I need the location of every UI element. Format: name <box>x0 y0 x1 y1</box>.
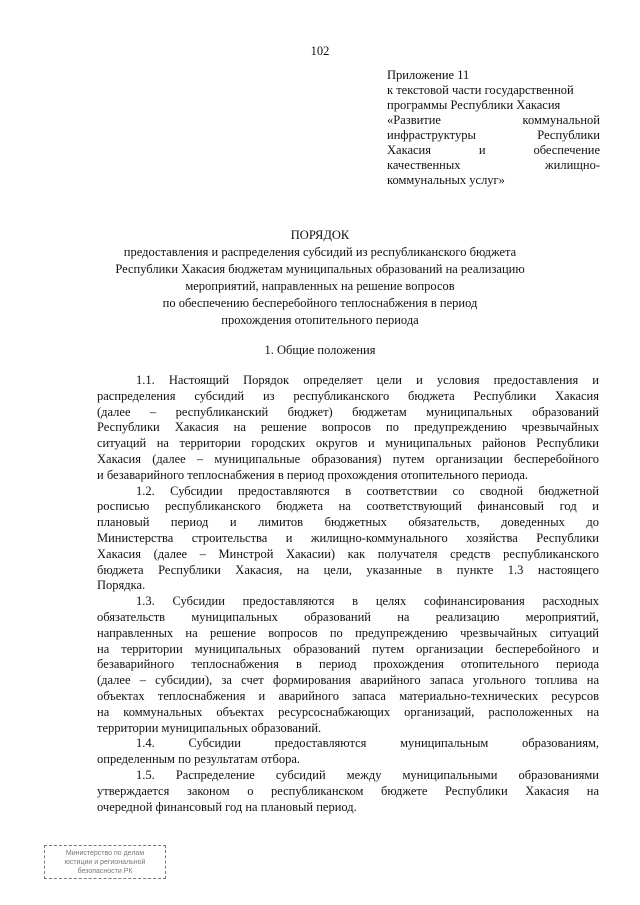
paragraph-line: и безаварийного теплоснабжения в период прохождения отопительного периода. <box>97 467 529 482</box>
paragraph-line: территории муниципальных образований. <box>97 720 322 735</box>
section-heading: 1. Общие положения <box>264 343 376 357</box>
appendix-line: Хакасия и обеспечение <box>387 143 600 157</box>
appendix-line: Приложение 11 <box>387 68 470 82</box>
paragraph-line: 1.3. Субсидии предоставляются в целях софинансирования расходных <box>136 594 599 609</box>
appendix-line: коммунальных услуг» <box>387 173 505 187</box>
paragraph-line: (далее – субсидии), за счет формирования аварийного запаса угольного топлива на <box>97 673 599 688</box>
paragraph-line: 1.2. Субсидии предоставляются в соответствии со сводной бюджетной <box>136 483 599 498</box>
paragraph-1-1 <box>97 373 599 484</box>
title-line: предоставления и распределения субсидий из республиканского бюджета <box>123 245 517 259</box>
paragraph-line: безаварийного теплоснабжения в период прохождения отопительного периода <box>97 657 599 672</box>
appendix-line: «Развитие коммунальной <box>387 113 600 127</box>
paragraph-1-2 <box>97 484 599 595</box>
paragraph-line: распределения субсидий из республиканского бюджета Республики Хакасия <box>97 388 599 403</box>
appendix-line: инфраструктуры Республики <box>387 128 600 142</box>
appendix-line: к текстовой части государственной <box>387 83 574 97</box>
paragraph-1-3 <box>97 594 599 736</box>
title-line: Республики Хакасия бюджетам муниципальных образований на реализацию <box>115 262 525 276</box>
paragraph-line: плановый период и лимитов бюджетных обязательств, доведенных до <box>97 515 599 530</box>
paragraph-line: очередной финансовый год на плановый период. <box>97 799 357 814</box>
page-number: 102 <box>310 44 330 58</box>
paragraph-line: 1.4. Субсидии предоставляются муниципальным образованиям, <box>136 736 599 751</box>
stamp-line: безопасности РК <box>77 868 133 875</box>
title-line: по обеспечению бесперебойного теплоснабжения в период <box>162 296 478 310</box>
paragraph-line: направленных на решение вопросов по предупреждению чрезвычайных ситуаций <box>97 625 599 640</box>
paragraph-line: на территории муниципальных образований путем организации бесперебойного и <box>97 641 599 656</box>
stamp-line: Министерство по делам <box>65 850 145 857</box>
paragraph-line: 1.1. Настоящий Порядок определяет цели и условия предоставления и <box>136 373 599 387</box>
document-title <box>0 227 640 329</box>
title-line: мероприятий, направленных на решение вопросов <box>185 279 455 293</box>
paragraph-line: утверждается законом о республиканском бюджете Республики Хакасия на <box>97 783 599 798</box>
appendix-line: качественных жилищно- <box>387 158 600 172</box>
paragraph-line: 1.5. Распределение субсидий между муниципальными образованиями <box>136 767 599 782</box>
paragraph-line: бюджета Республики Хакасия, на цели, указанные в пункте 1.3 настоящего <box>97 562 599 577</box>
title-line: ПОРЯДОК <box>290 228 350 242</box>
paragraph-1-4 <box>97 736 599 768</box>
paragraph-line: Порядка. <box>97 578 146 593</box>
paragraph-line: определенным по результатам отбора. <box>97 752 301 767</box>
paragraph-line: Республики Хакасия на решение вопросов по предупреждению чрезвычайных <box>97 420 599 435</box>
paragraph-line: Министерства строительства и жилищно-коммунального хозяйства Республики <box>97 530 599 545</box>
registration-stamp <box>44 845 166 879</box>
paragraph-line: росписью республиканского бюджета на соответствующий финансовый год и <box>97 499 599 514</box>
paragraph-line: (далее – республиканский бюджет) бюджетам муниципальных образований <box>97 404 599 419</box>
paragraph-line: на коммунальных объектах ресурсоснабжающих организаций, расположенных на <box>97 704 599 719</box>
title-line: прохождения отопительного периода <box>221 313 419 327</box>
paragraph-line: ситуаций на территории городских округов и муниципальных районов Республики <box>97 436 599 451</box>
paragraph-line: Хакасия (далее – муниципальные образования) путем организации бесперебойного <box>97 451 599 466</box>
document-body <box>97 373 599 815</box>
appendix-line: программы Республики Хакасия <box>387 98 561 112</box>
paragraph-line: обязательств муниципальных образований на реализацию мероприятий, <box>97 609 599 624</box>
paragraph-line: Хакасия (далее – Минстрой Хакасии) как получателя средств республиканского <box>97 546 599 561</box>
paragraph-line: объектах теплоснабжения и аварийного запаса материально-технических ресурсов <box>97 688 599 703</box>
appendix-header <box>387 68 600 188</box>
paragraph-1-5 <box>97 768 599 815</box>
stamp-line: юстиции и региональной <box>64 859 146 866</box>
